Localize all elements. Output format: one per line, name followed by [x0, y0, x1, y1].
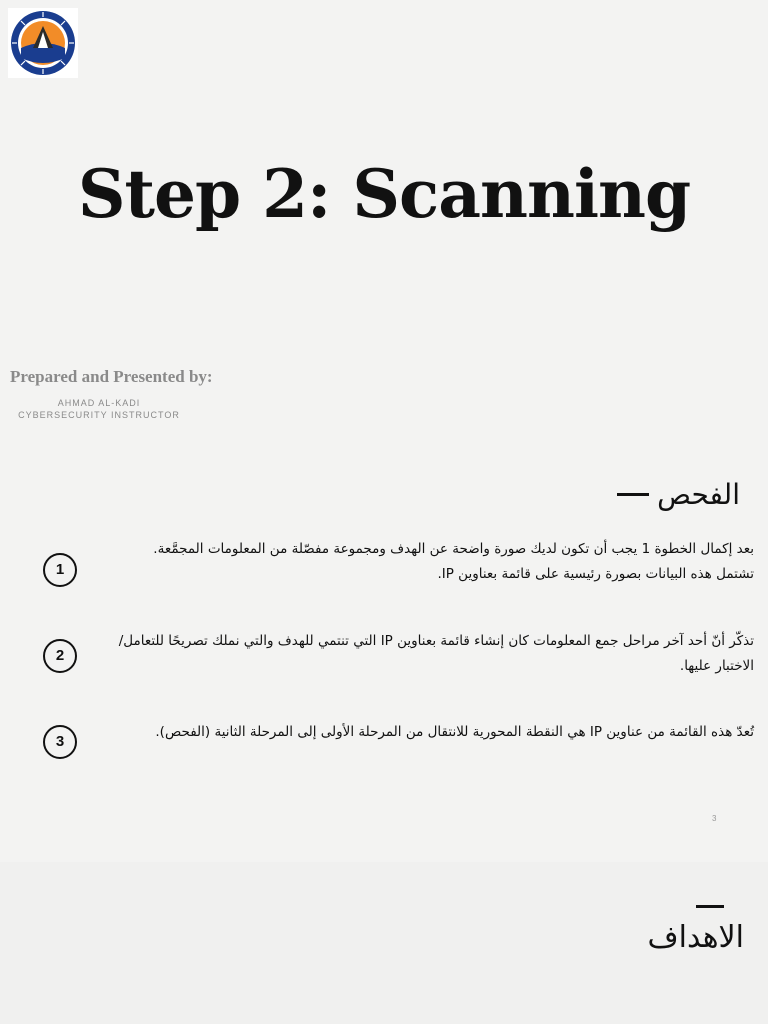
step-text: بعد إكمال الخطوة 1 يجب أن تكون لديك صورة واضحة عن الهدف ومجموعة مفصّلة من المعلومات المجمَّعة. تشتمل هذه البيانات بصورة رئيسية على قائمة بعناوين IP. — [153, 541, 754, 582]
goals-heading: الاهداف — [647, 920, 744, 955]
presenter-name: AHMAD AL-KADI — [57, 398, 141, 408]
heading-dash — [696, 905, 724, 908]
section-heading — [617, 478, 740, 511]
step-number-badge: 2 — [43, 639, 77, 673]
step-number-badge: 3 — [43, 725, 77, 759]
page-title: Step 2: Scanning — [77, 155, 691, 233]
heading-dash — [617, 493, 649, 496]
presenter-role: CYBERSECURITY INSTRUCTOR — [18, 410, 180, 420]
step-text: تذكّر أنّ أحد آخر مراحل جمع المعلومات كان إنشاء قائمة بعناوين IP التي تنتمي للهدف والتي نملك تصريحًا للتعامل/الاختبار عليها. — [118, 633, 754, 674]
college-logo-icon — [8, 8, 78, 78]
section-heading-text: الفحص — [657, 478, 740, 511]
page-number: 3 — [712, 814, 717, 823]
step-text: تُعدّ هذه القائمة من عناوين IP هي النقطة المحورية للانتقال من المرحلة الأولى إلى المرحلة الثانية (الفحص). — [155, 724, 754, 740]
presented-by-label: Prepared and Presented by: — [10, 367, 213, 386]
presenter-block — [10, 397, 188, 421]
step-number-badge: 1 — [43, 553, 77, 587]
